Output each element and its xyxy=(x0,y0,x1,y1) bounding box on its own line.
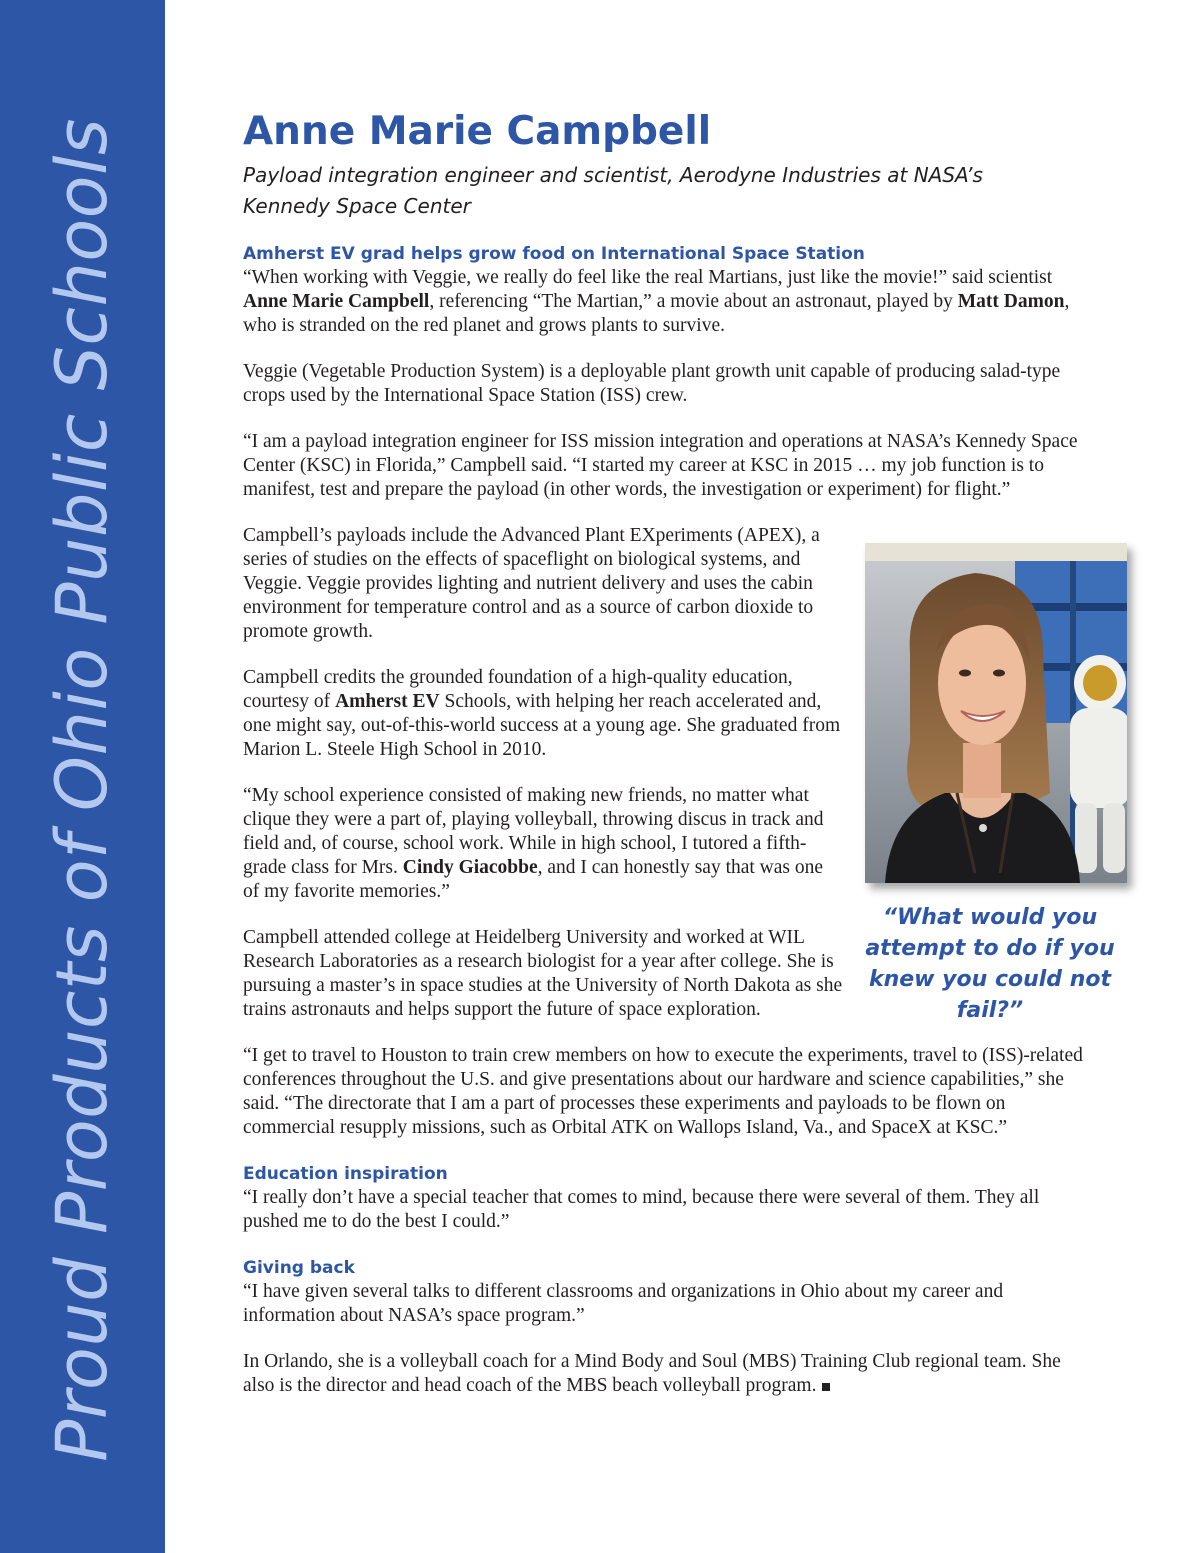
paragraph-3: “I am a payload integration engineer for ISS mission integration and operations at NASA’s Kennedy Space Center (KSC) in Florida,” Campbell said. “I started my career at KSC in 2015 … my job function is to manifest, test and prepare the payload (in other words, the investigation or experiment) for flight.” xyxy=(243,431,1078,500)
paragraph-giving-back-1: “I have given several talks to different classrooms and organizations in Ohio about my career and information about NASA’s space program.” xyxy=(243,1281,1004,1326)
paragraph-7: Campbell attended college at Heidelberg University and worked at WIL Research Laboratories as a research biologist for a year after college. She is pursuing a master’s in space studies at the University of North Dakota as she trains astronauts and helps support the future of space exploration. xyxy=(243,927,843,1020)
sidebar-band xyxy=(0,0,165,1553)
subtitle xyxy=(243,160,1083,222)
paragraph-8: “I get to travel to Houston to train crew members on how to execute the experiments, travel to (ISS)-related conferences throughout the U.S. and give presentations about our hardware and science capabilities,” she said. “The directorate that I am a part of processes these experiments and payloads to be flown on commercial resupply missions, such as Orbital ATK on Wallops Island, Va., and SpaceX at KSC.” xyxy=(243,1045,1083,1138)
end-mark xyxy=(822,1383,830,1391)
paragraph-1: “When working with Veggie, we really do feel like the real Martians, just like the movie!” said scientist Anne Marie Campbell, referencing “The Martian,” a movie about an astronaut, played by Matt Damon, who is stranded on the red planet and grows plants to survive. xyxy=(243,267,1070,336)
paragraph-education: “I really don’t have a special teacher that comes to mind, because there were several of them. They all pushed me to do the best I could.” xyxy=(243,1187,1040,1232)
section-heading-giving-back: Giving back xyxy=(243,1258,355,1278)
section-heading-intro: Amherst EV grad helps grow food on International Space Station xyxy=(243,244,865,264)
page-title: Anne Marie Campbell xyxy=(243,109,712,154)
paragraph-4: Campbell’s payloads include the Advanced Plant EXperiments (APEX), a series of studies on the effects of spaceflight on biological systems, and Veggie. Veggie provides lighting and nutrient delivery and uses the cabin environment for temperature control and as a source of carbon dioxide to promote growth. xyxy=(243,525,820,642)
paragraph-6: “My school experience consisted of making new friends, no matter what clique they were a part of, playing volleyball, throwing discus in track and field and, of course, school work. While in high school, I tutored a fifth-grade class for Mrs. Cindy Giacobbe, and I can honestly say that was one of my favorite memories.” xyxy=(243,785,824,902)
paragraph-5: Campbell credits the grounded foundation of a high-quality education, courtesy of Amherst EV Schools, with helping her reach accelerated and, one might say, out-of-this-world success at a young age. She graduated from Marion L. Steele High School in 2010. xyxy=(243,667,841,760)
paragraph-giving-back-2: In Orlando, she is a volleyball coach for a Mind Body and Soul (MBS) Training Club regional team. She also is the director and head coach of the MBS beach volleyball program. xyxy=(243,1351,1061,1396)
sidebar-title: Proud Products of Ohio Public Schools xyxy=(41,118,123,1462)
portrait-photo xyxy=(865,543,1127,883)
paragraph-2: Veggie (Vegetable Production System) is a deployable plant growth unit capable of producing salad-type crops used by the International Space Station (ISS) crew. xyxy=(243,361,1061,406)
section-heading-education: Education inspiration xyxy=(243,1164,448,1184)
pull-quote: “What would you attempt to do if you knew you could not fail?” xyxy=(865,905,1115,1023)
subtitle-line-2: Kennedy Space Center xyxy=(243,194,471,218)
subtitle-line-1: Payload integration engineer and scientist, Aerodyne Industries at NASA’s xyxy=(243,163,983,187)
